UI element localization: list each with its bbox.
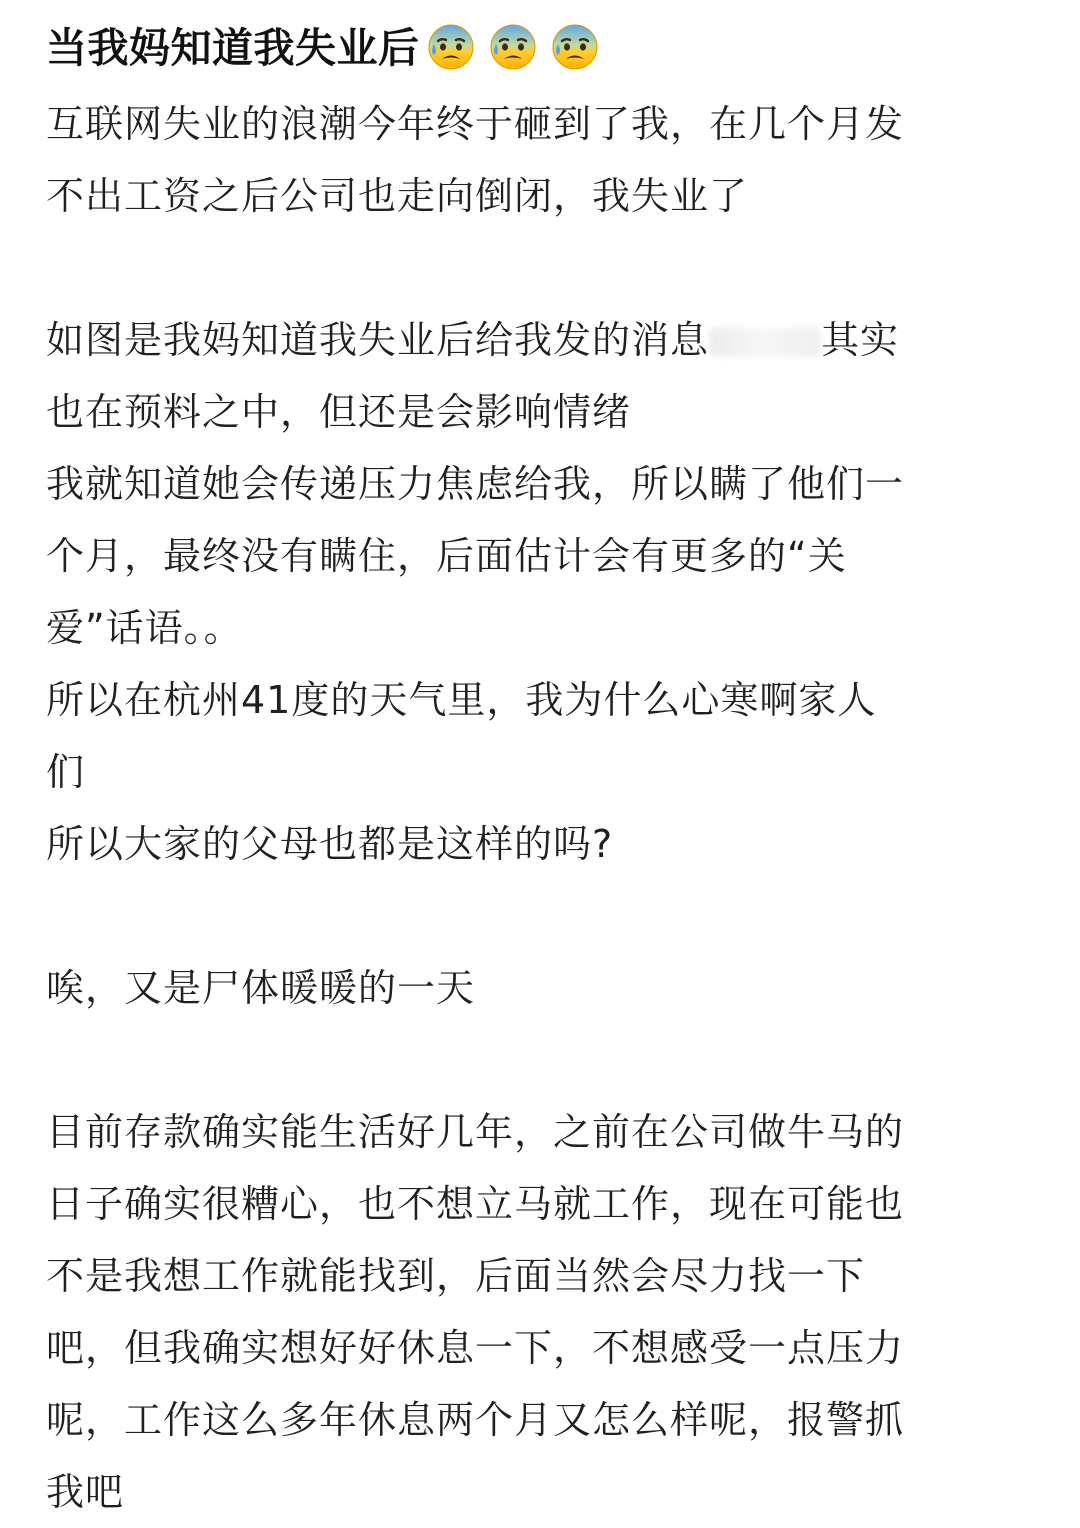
blurred-redaction [709, 327, 821, 357]
anxious-sweat-face-icon [426, 22, 476, 72]
post-body [46, 88, 1036, 1528]
body-line: 个月，最终没有瞒住，后面估计会有更多的“关 [46, 534, 847, 578]
body-text: 如图是我妈知道我失业后给我发的消息 [46, 318, 710, 362]
paragraph-gap [46, 880, 1036, 952]
body-line: 我吧 [46, 1470, 125, 1514]
body-line: 所以大家的父母也都是这样的吗? [46, 822, 614, 866]
body-line: 目前存款确实能生活好几年，之前在公司做牛马的 [46, 1110, 905, 1154]
body-line: 爱”话语。。 [46, 606, 243, 650]
anxious-sweat-face-icon [550, 22, 600, 72]
body-line: 日子确实很糟心，也不想立马就工作，现在可能也 [46, 1182, 905, 1226]
post [46, 18, 1036, 1528]
body-line: 也在预料之中，但还是会影响情绪 [46, 390, 632, 434]
body-text: 其实 [821, 318, 900, 362]
body-line: 吧，但我确实想好好休息一下，不想感受一点压力 [46, 1326, 905, 1370]
body-line: 互联网失业的浪潮今年终于砸到了我，在几个月发 [46, 102, 905, 146]
body-line: 不是我想工作就能找到，后面当然会尽力找一下 [46, 1254, 866, 1298]
body-line [46, 304, 1036, 376]
body-line: 我就知道她会传递压力焦虑给我，所以瞒了他们一 [46, 462, 905, 506]
anxious-sweat-face-icon [488, 22, 538, 72]
body-line: 不出工资之后公司也走向倒闭，我失业了 [46, 174, 749, 218]
body-line: 呢，工作这么多年休息两个月又怎么样呢，报警抓 [46, 1398, 905, 1442]
post-title [46, 18, 1036, 78]
body-line: 唉，又是尸体暖暖的一天 [46, 966, 476, 1010]
body-line: 所以在杭州41度的天气里，我为什么心寒啊家人 [46, 678, 877, 722]
body-line: 们 [46, 750, 86, 794]
post-title-text: 当我妈知道我失业后 [46, 24, 420, 72]
paragraph-gap [46, 1024, 1036, 1096]
paragraph-gap [46, 232, 1036, 304]
